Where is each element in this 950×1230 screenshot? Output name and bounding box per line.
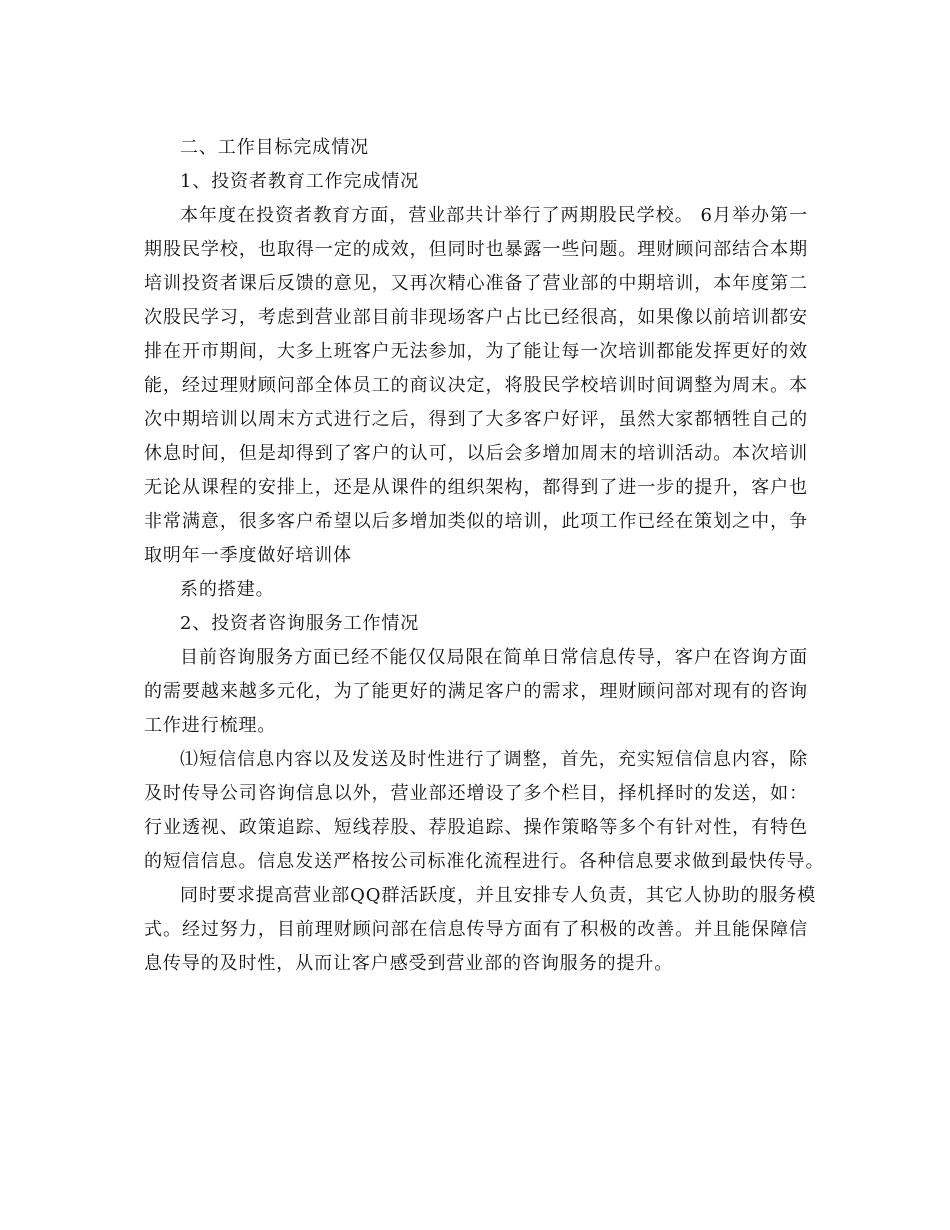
paragraph-line: 取明年一季度做好培训体: [144, 545, 352, 566]
paragraph-line: 排在开市期间，大多上班客户无法参加，为了能让每一次培训都能发挥更好的效: [144, 341, 808, 362]
document-body: [144, 131, 825, 981]
paragraph-line: 目前咨询服务方面已经不能仅仅局限在简单日常信息传导，客户在咨询方面: [180, 647, 808, 668]
paragraph-line: 息传导的及时性，从而让客户感受到营业部的咨询服务的提升。: [144, 953, 674, 974]
subsection-heading: 2、投资者咨询服务工作情况: [180, 613, 420, 634]
paragraph-line: 无论从课程的安排上，还是从课件的组织架构，都得到了进一步的提升，客户也: [144, 477, 808, 498]
paragraph-line: 期股民学校，也取得一定的成效，但同时也暴露一些问题。理财顾问部结合本期: [144, 239, 808, 260]
paragraph-line: 系的搭建。: [180, 579, 275, 600]
paragraph-line: 工作进行梳理。: [144, 715, 277, 736]
paragraph-line: 同时要求提高营业部QQ群活跃度，并且安排专人负责，其它人协助的服务模: [180, 885, 817, 906]
paragraph-line: 非常满意，很多客户希望以后多增加类似的培训，此项工作已经在策划之中，争: [144, 511, 808, 532]
paragraph-line: 次股民学习，考虑到营业部目前非现场客户占比已经很高，如果像以前培训都安: [144, 307, 808, 328]
paragraph-line: 培训投资者课后反馈的意见，又再次精心准备了营业部的中期培训，本年度第二: [144, 273, 808, 294]
paragraph-line: 休息时间，但是却得到了客户的认可，以后会多增加周末的培训活动。本次培训: [144, 443, 808, 464]
paragraph-line: ⑴短信信息内容以及发送及时性进行了调整，首先，充实短信信息内容，除: [180, 749, 808, 770]
paragraph-line: 式。经过努力，目前理财顾问部在信息传导方面有了积极的改善。并且能保障信: [144, 919, 808, 940]
paragraph-line: 及时传导公司咨询信息以外，营业部还增设了多个栏目，择机择时的发送，如：: [144, 783, 808, 804]
paragraph-line: 本年度在投资者教育方面，营业部共计举行了两期股民学校。 6月举办第一: [180, 205, 808, 226]
section-heading: 二、工作目标完成情况: [180, 137, 369, 158]
paragraph-line: 能，经过理财顾问部全体员工的商议决定，将股民学校培训时间调整为周末。本: [144, 375, 808, 396]
paragraph-line: 的短信信息。信息发送严格按公司标准化流程进行。各种信息要求做到最快传导。: [144, 851, 825, 872]
paragraph-line: 次中期培训以周末方式进行之后，得到了大多客户好评，虽然大家都牺牲自己的: [144, 409, 808, 430]
paragraph-line: 的需要越来越多元化，为了能更好的满足客户的需求，理财顾问部对现有的咨询: [144, 681, 808, 702]
subsection-heading: 1、投资者教育工作完成情况: [180, 171, 420, 192]
paragraph-line: 行业透视、政策追踪、短线荐股、荐股追踪、操作策略等多个有针对性，有特色: [144, 817, 808, 838]
